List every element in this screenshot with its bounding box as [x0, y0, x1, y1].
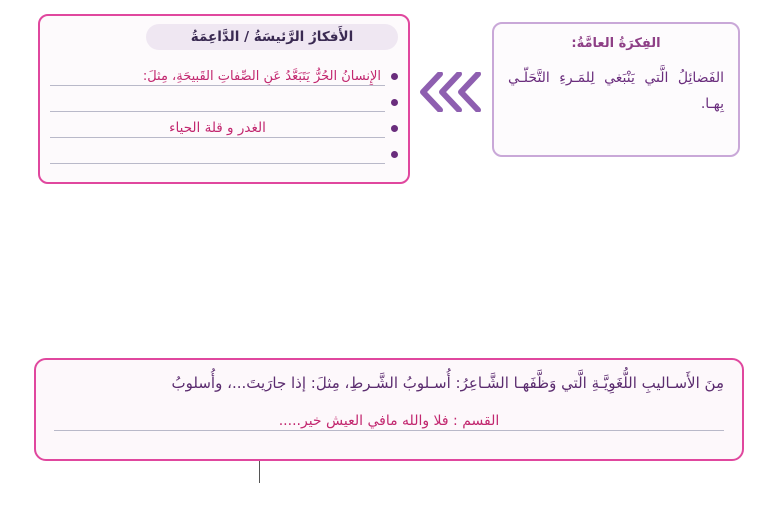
general-idea-body: الفَضائِلُ الَّتي يَنْبَغي لِلمَـرءِ التَّحَلّـي بِهـا.: [508, 70, 724, 112]
answer-line[interactable]: [50, 63, 385, 86]
chevron-left-icon: [456, 72, 482, 112]
answer-line[interactable]: [50, 89, 385, 112]
answer-line[interactable]: [54, 406, 724, 431]
main-ideas-bullet-list: [50, 60, 400, 164]
text-cursor: [259, 461, 260, 483]
language-styles-answer: القسم : فلا والله مافي العيش خير.....: [278, 413, 500, 429]
general-idea-card: [492, 22, 740, 157]
answer-line[interactable]: [50, 115, 385, 138]
chevron-left-triple-icon: [418, 72, 484, 114]
bullet-dot-icon: [391, 125, 398, 132]
answer-line[interactable]: [50, 141, 385, 164]
list-item: [50, 86, 400, 112]
list-item-text: الغدر و قلة الحياء: [169, 120, 266, 136]
bullet-dot-icon: [391, 73, 398, 80]
list-item: [50, 112, 400, 138]
list-item-text: الإِنسانُ الحُرُّ يَتَبَعَّدُ عَنِ الصِّفاتِ القَبيحَةِ، مِثلَ:: [142, 69, 381, 84]
general-idea-title: الفِكرَةُ العامَّةُ:: [571, 36, 661, 51]
bullet-dot-icon: [391, 99, 398, 106]
list-item: [50, 138, 400, 164]
bullet-dot-icon: [391, 151, 398, 158]
main-ideas-title: الأَفكارُ الرَّئيسَةُ / الدَّاعِمَةُ: [190, 29, 354, 45]
list-item: [50, 60, 400, 86]
main-ideas-card: [38, 14, 410, 184]
language-styles-prompt: مِنَ الأَسـاليبِ اللُّغَوِيَّـةِ الَّتي وَظَّفَهـا الشَّـاعِرُ: أُسـلوبُ الشَّـرطِ، مِثلَ: إذا جارَيتَ...، وأُسلوبُ: [171, 374, 724, 392]
main-ideas-title-chip: [146, 24, 398, 50]
language-styles-card: [34, 358, 744, 461]
